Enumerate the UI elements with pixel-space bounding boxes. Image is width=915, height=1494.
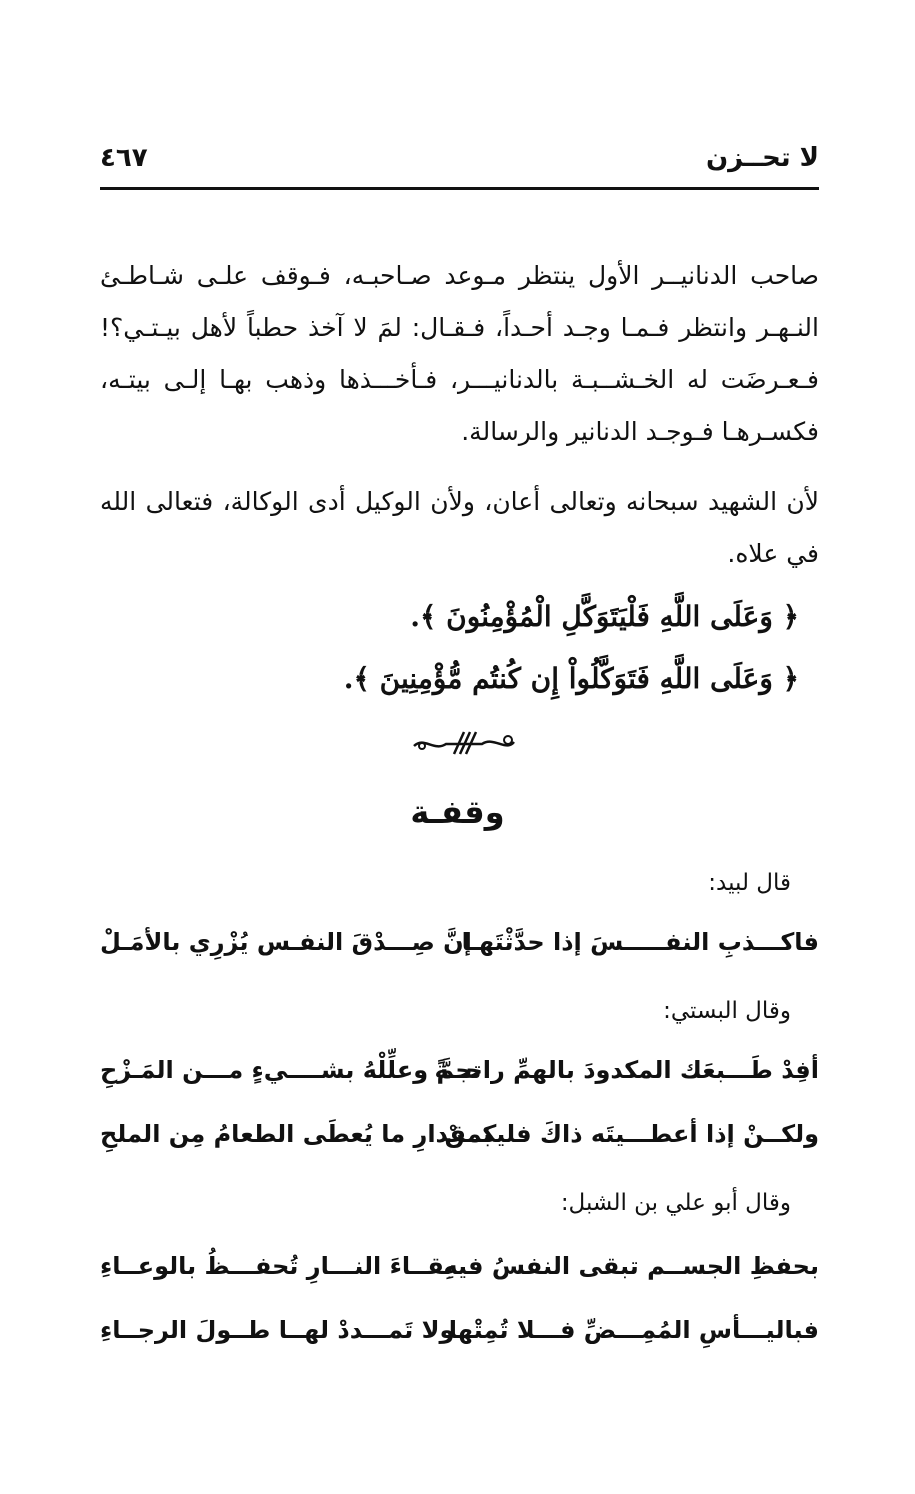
paragraph-2: لأن الشهيد سبحانه وتعالى أعان، ولأن الوكيل أدى الوكالة، فتعالى الله في علاه. <box>100 487 819 568</box>
paragraph-1: صاحب الدنانيــر الأول ينتظر مـوعد صـاحبـه، فـوقف علـى شـاطـئ النـهـر وانتظر فـمـا وجـد أحـداً، فـقـال: لمَ لا آخذ حطباً لأهل بيـتـي؟! فـعـرضَت له الخـشــبـة بالدنانيـــر، فـأخـــذها وذهب بهـا إلـى بيتـه، فكسـرهـا فـوجـد الدنانير والرسالة. <box>100 261 819 446</box>
quran-verse-2: ﴿ وَعَلَى اللَّهِ فَتَوَكَّلُواْ إِن كُنتُم مُّؤْمِنِينَ ﴾. <box>343 662 799 695</box>
page-number: ٤٦٧ <box>100 143 148 173</box>
poem-intro-labid: قال لبيد: <box>708 870 791 896</box>
poem-line-5-first-hemistich: فباليـــأسِ المُمِـــضِّ فـــلا تُمِتْها <box>448 1316 819 1344</box>
poem-line-4-first-hemistich: بحفظِ الجســم تبقى النفسُ فيهِ <box>443 1252 819 1280</box>
quran-verse-1: ﴿ وَعَلَى اللَّهِ فَلْيَتَوَكَّلِ الْمُؤْمِنُونَ ﴾. <box>410 600 799 633</box>
poem-line-2-second-hemistich: تجمَّ وعلِّلْهُ بشــــيءٍ مـــن المَـزْحِ <box>100 1056 482 1084</box>
poem-line-3-first-hemistich: ولكــنْ إذا أعطـــيتَه ذاكَ فليكــنْ <box>444 1120 819 1148</box>
poem-line-4-second-hemistich: بقــاءَ النـــارِ تُحفـــظُ بالوعــاءِ <box>100 1252 454 1280</box>
poem-line-2-first-hemistich: أفِدْ طَـــبعَك المكدودَ بالهمِّ راحــةً <box>434 1056 819 1084</box>
book-title: لا تحــزن <box>705 143 819 173</box>
poem-line-3-second-hemistich: بمقدارِ ما يُعطَى الطعامُ مِن الملحِ <box>100 1120 492 1148</box>
ornament-divider-icon <box>410 726 520 758</box>
poem-line-1-second-hemistich: إنَّ صِـــدْقَ النفـس يُزْرِي بالأمَـلْ <box>100 928 472 956</box>
poem-intro-abu-ali: وقال أبو علي بن الشبل: <box>560 1190 791 1216</box>
page-header <box>100 143 819 190</box>
poem-intro-busti: وقال البستي: <box>663 998 791 1024</box>
poem-line-1-first-hemistich: فاكـــذبِ النفـــــسَ إذا حدَّثْتَهـا <box>461 928 819 956</box>
section-heading: وقفـة <box>410 793 505 831</box>
poem-line-5-second-hemistich: ولا تَمـــددْ لهــا طــولَ الرجــاءِ <box>100 1316 455 1344</box>
